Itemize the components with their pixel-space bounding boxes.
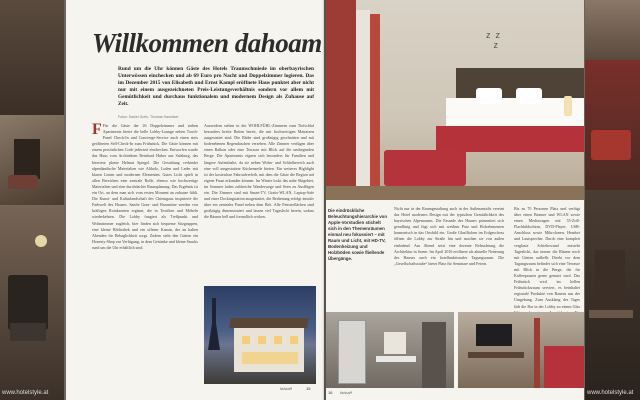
- article-intro: Rund um die Uhr können Gäste des Hotels Traumschmiede im oberbayrischen Unterwössen einchecken und ab 69 Euro pro Nacht und Doppelzimmer logieren. Das im Dezember 2015 von Elisabeth und Ernst Kampl eröffnete Haus punktet aber nicht nur mit einem ausgezeichneten Preis-Leistungsverhältnis sondern vor allem mit Gemütlichkeit und durchaus funktionalem und modernem Design als Zuhause auf Zeit.: [118, 66, 314, 107]
- dining-photo: [585, 190, 640, 400]
- article-column-2: Ausserdem stehen in der WOHLFÜHL-Zimmern zum Tiefschlaf besonders breite Betten bereit, die mit hochwertigen Matratzen ausgestattet sind. Die Bäder sind großzügig geschnitten und mit bodenebenen Regenduschen versehen. Alle Zimmer verfügen über einen Balkon oder eine Terrasse mit Blick auf die umliegenden Berge. Die Apartments eignen sich besonders für Familien und längere Aufenthalte, da sie neben Wohn- und Schlafbereich auch eine voll ausgestattete Küchenzeile bieten. Ein weiteres Highlight ist der kostenlose Fahrradverleih, mit dem die Gäste die Region auf eigene Faust erkunden können. Im Winter lockt das nahe Skigebiet, im Sommer laden zahlreiche Wanderwege und Seen zu Ausflügen ein. Die Zimmer sind mit Smart-TV, Gratis-WLAN, Laptop-Safe und einer Dockingstation ausgestattet, die Bedienung erfolgt intuitiv über ein zentrales Panel neben dem Bett. Alle Fensterflächen sind großzügig dimensioniert und lassen viel Tageslicht herein, sodass die Räume hell und freundlich wirken.: [204, 123, 314, 220]
- article-column-4: Bis zu 70 Personen Platz und verfügt über einen Beamer und WLAN sowie einen Mediawagen mit 55-Zoll-Flachbildschirm, DVD-Player, USB-Anschluss sowie Mikrofonen, Headset und Lautsprecher. Durch eine komplett verglaste Schiebewand entsteht Tageslicht, das immer die Räume noch mit Gästen aufhellt. Direkt vor dem Tagungsraum befindet sich eine Terrasse mit Blick in die Berge, die für Kaffeepausen gerne genutzt wird. Das Frühstück wird im hellen Frühstücksraum serviert, es beinhaltet regionale Produkte von Bauern aus der Umgebung. Zum Ausklang des Tages lädt die Bar in der Lobby zu einem Glas: [514, 206, 580, 309]
- article-column-1: [92, 123, 198, 385]
- red-lounge-photo: [585, 60, 640, 190]
- hotel-room-photo: [326, 0, 584, 200]
- drop-cap: F: [92, 121, 102, 138]
- bathroom-photo: [326, 312, 454, 388]
- hotel-exterior-photo: [204, 286, 316, 384]
- page-number-right: 16: [328, 390, 333, 395]
- magazine-right-page: [326, 0, 584, 400]
- lounge-chair-photo: [0, 205, 64, 400]
- right-neighbour-page: [585, 0, 640, 400]
- column-1-text: Für die Gäste der 26 Doppelzimmer und sieben Apartments bietet die helle Lobby-Lounge neben Touch-Panel Check-In und Concierge-Service auch einen stets geöffneten Self-Check-In zum Frühstück. Die Gäste können mit einem persönlichen Code jederzeit einchecken. Entworfen wurde das Haus vom Architekten Reinhard Huber aus Salzburg, das Interieur plante Helmut Spiegel. Die Gestaltung verbindet alpenländische Materialien wie Altholz, Loden und Leder mit klaren Linien und modernen Elementen. Gutes Licht spielt in allen Bereichen eine zentrale Rolle, ebenso wie hochwertige Materialien und eine durchdachte Raumplanung. Das Ergebnis ist ein Ort, an dem man sich vom ersten Moment an zuhause fühlt. Die Kunst- und Kulturlandschaft des Chiemgaus inspirierte die Farbwelt des Hauses. Sanfte Grau- und Brauntöne werden von kräftigen Rotakzenten ergänzt, die in Textilien und Möbeln wiederkehren. Die Lobby fungiert als Treffpunkt und Wohnzimmer zugleich, hier finden sich bequeme Sitzgruppen, eine kleine Bibliothek und ein offener Kamin, der an kalten Abenden für Behaglichkeit sorgt. Zudem steht den Gästen ein Honesty-Shop zur Verfügung, in dem Getränke und kleine Snacks rund um die Uhr erhältlich sind.: [92, 123, 198, 250]
- article-headline: Willkommen dahoam: [92, 28, 322, 58]
- right-site-url: www.hotelstyle.at: [587, 390, 634, 396]
- photo-caption: Die eindrückliche Beleuchtungshierarchie von Apple-Vorstudien stichelt sich in den Themenräumen einmal neu fokussiert – mit Raum und Licht, mit HD-TV, Bodenheizung und Holzböden sowie fließende Übergänge.: [328, 208, 388, 261]
- magazine-left-page: [66, 0, 324, 400]
- falstaff-right: falstaff: [340, 390, 352, 395]
- left-site-url: www.hotelstyle.at: [2, 390, 49, 396]
- page-number-left: 15: [306, 386, 311, 391]
- falstaff-left: falstaff: [280, 386, 292, 391]
- photo-byline: Fotos: Daniel Gurin, Thomas Haunitzer: [118, 115, 179, 119]
- restaurant-photo-top: [585, 0, 640, 60]
- left-neighbour-page: [0, 0, 64, 400]
- article-column-3: Nicht nur in der Raumgestaltung auch in der Außenansicht vereint das Hotel modernes Design mit der typischen Gemütlichkeit des bayrischen Alpenraums. Die Fassade des Hauses präsentiert sich geradlinig und fügt sich mit weißem Putz und Holzelementen harmonisch in das Ortsbild ein. Große Glasflächen im Erdgeschoss öffnen die Lobby zur Straße hin und machen sie von außen einladend. Am Abend setzt eine dezente Beleuchtung die Architektur in Szene. Im April 2016 eröffnete als aktuelle Neuerung des Hauses auch ein hotelfunktionaler Tagungsraum. Die „Gesellschaftsstube“ bietet Platz für Seminare und Feiern.: [394, 206, 504, 266]
- lobby-stair-photo: [0, 115, 64, 205]
- wall-letters: z z z: [486, 30, 501, 50]
- lobby-photo-top: [0, 0, 64, 115]
- room-desk-photo: [458, 312, 584, 388]
